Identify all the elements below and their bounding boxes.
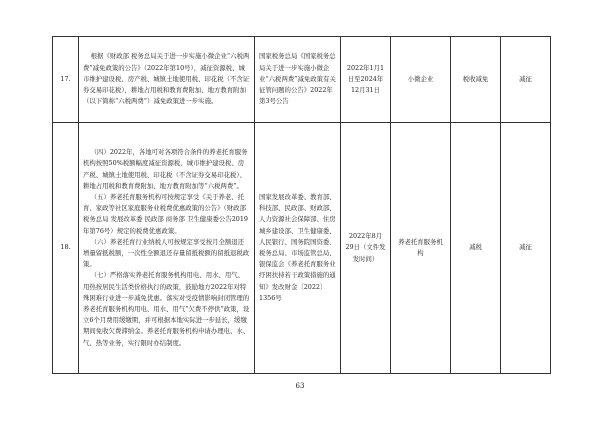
issuing-document: 国家税务总局《国家税务总局关于进一步实施小微企业“六税两费”减免政策有关征管问题的公告》2022年第3号公告 <box>255 37 341 123</box>
validity-period: 2022年8月29日（文件发发时间） <box>341 123 391 374</box>
page-number: 63 <box>295 382 305 390</box>
policy-basis-paragraph: （七）严格落实养老托育服务机构用电、用水、用气、用热按居民生活类价格执行的政策，鼓励地方2022年对特殊困难行业进一步减免优惠。落实对受疫情影响封闭管理的养老托育服务机构用电、用水、用气“欠费不停供”政策，设立6个月费用缓缴期，并可根据本地实际进一步延长，缓缴期间免收欠费滞纳金。养老托育服务机构申请办理电、水、气、热等业务，实行限时办结制度。 <box>83 271 250 347</box>
beneficiary-subject: 养老托育服务机构 <box>391 123 451 374</box>
policy-basis-cell <box>79 37 255 123</box>
policy-basis-paragraph: 根据《财政部 税务总局关于进一步实施小微企业“六税两费”减免政策的公告》（2022年第10号），减征资源税、城市维护建设税、房产税、城镇土地使用税、印花税（不含证券交易印花税），耕地占用税和教育费附加、地方教育附加（以下简称“六税两费”）减免政策进一步实施。 <box>83 52 250 106</box>
policy-basis-cell <box>79 123 255 374</box>
benefit-method: 减征 <box>501 123 551 374</box>
beneficiary-subject: 小微企业 <box>391 37 451 123</box>
table-row <box>53 123 551 374</box>
table-row <box>53 37 551 123</box>
policy-basis-paragraph: （五）养老托育服务机构可按规定享受《关于养老、托育、家政等社区家庭服务业税费优惠政策的公告》（财政部 税务总局 发展改革委 民政部 商务部 卫生健康委公告2019年第76号）规定的税费优惠政策。 <box>83 192 248 235</box>
policy-basis-paragraph: （六）养老托育行业纳税人可按规定享受按月全额退还增量留抵税额，一次性全额退还存量留抵税额的留抵退税政策。 <box>83 237 250 269</box>
issuing-document: 国家发展改革委、教育部、科技部、民政部、财政部、人力资源社会保障部、住房城乡建设部、卫生健康委、人民银行、国务院国资委、税务总局、市场监管总局、银保监会《养老托育服务业纾困扶持若干政策措施的通知》发改财金〔2022〕1356号 <box>255 123 341 374</box>
benefit-type: 税收减免 <box>451 37 501 123</box>
benefit-method: 减征 <box>501 37 551 123</box>
validity-period: 2022年1月1日至2024年12月31日 <box>341 37 391 123</box>
row-number: 18. <box>53 123 79 374</box>
benefit-type: 减税 <box>451 123 501 374</box>
policy-basis-paragraph: （四）2022年，各地可对各项符合条件的养老托育服务机构按照50%税额幅度减征资源税、城市维护建设税、房产税、城镇土地使用税、印花税（不含证券交易印花税）、耕地占用税和教育费附加、地方教育附加等“六税两费”。 <box>83 148 248 190</box>
policy-table <box>52 36 551 374</box>
row-number: 17. <box>53 37 79 123</box>
